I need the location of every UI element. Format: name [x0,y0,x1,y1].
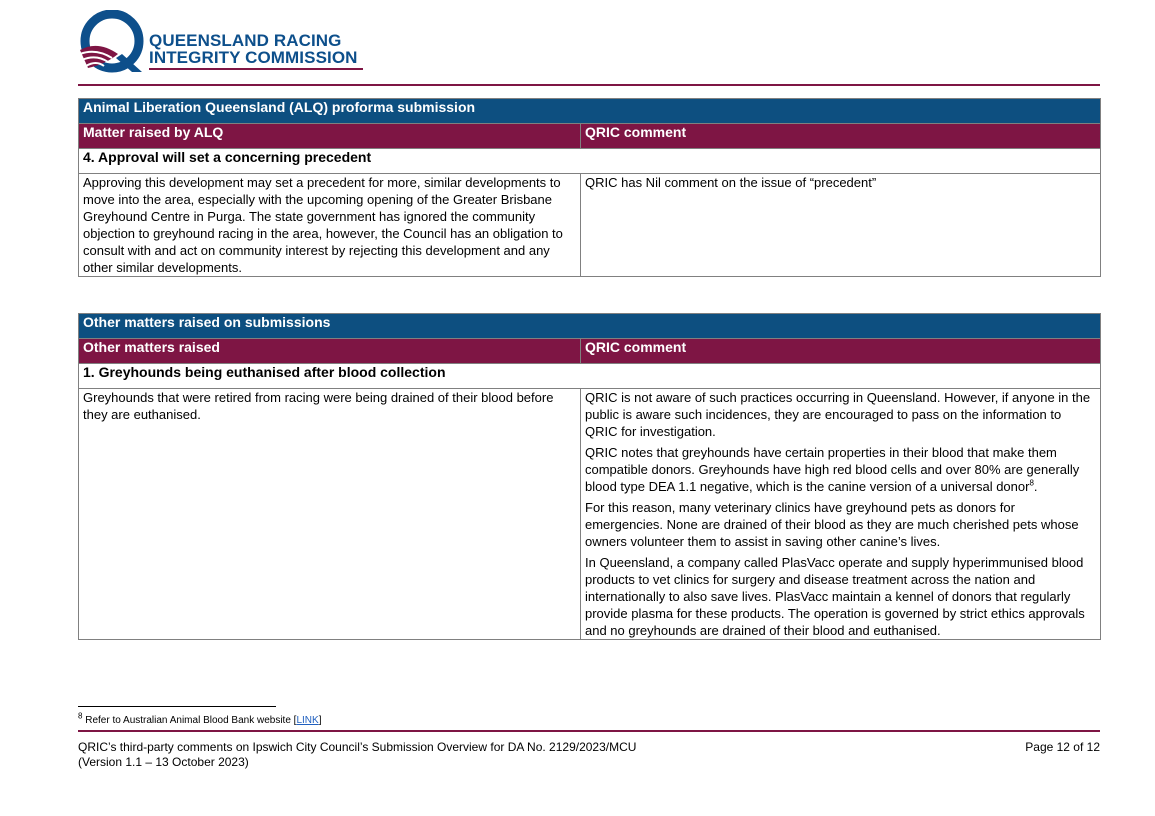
logo-text-line2: INTEGRITY COMMISSION [149,48,358,67]
table-header-row [79,339,1101,364]
comment-cell: QRIC has Nil comment on the issue of “precedent” [581,174,1101,277]
section-heading: 4. Approval will set a concerning precedent [79,149,1101,174]
footnote-text: Refer to Australian Animal Blood Bank website [ [82,715,297,726]
page-number: Page 12 of 12 [1025,740,1100,754]
section-heading: 1. Greyhounds being euthanised after blood collection [79,364,1101,389]
footnote-link[interactable]: LINK [296,715,319,726]
comment-paragraph: QRIC is not aware of such practices occurring in Queensland. However, if anyone in the public is aware such incidences, they are encouraged to pass on the information to QRIC for investigation. [585,390,1091,439]
footnote-separator [78,706,276,707]
qric-emblem-icon [78,10,148,74]
paragraph-end: . [1033,479,1038,494]
footnote-reference[interactable]: 8 [1029,478,1034,488]
matter-cell: Greyhounds that were retired from racing were being drained of their blood before they are euthanised. [79,389,581,640]
table-title: Animal Liberation Queensland (ALQ) proforma submission [79,99,1101,124]
table-row [79,174,1101,277]
comment-paragraph-text: QRIC notes that greyhounds have certain properties in their blood that make them compatible donors. Greyhounds have high red blood cells and over 80% are generally blood type DEA 1.1 negative, which is the canine version of a universal donor [585,445,1080,494]
alq-submission-table [78,98,1101,277]
table-row [79,389,1101,640]
comment-paragraph [585,444,1096,495]
logo-underline [149,68,363,70]
table-title: Other matters raised on submissions [79,314,1101,339]
logo-text-line1: QUEENSLAND RACING [149,31,342,50]
footnote [78,711,322,726]
footer-rule [78,730,1100,732]
comment-paragraph: For this reason, many veterinary clinics have greyhound pets as donors for emergencies. None are drained of their blood as they are much cherished pets whose owners volunteer them to assist in saving other canine’s lives. [585,500,1079,549]
comment-paragraph: In Queensland, a company called PlasVacc operate and supply hyperimmunised blood products to vet clinics for surgery and disease treatment across the nation and internationally to also save lives. PlasVacc maintain a kennel of donors that regularly provide plasma for these products. The operation is governed by strict ethics approvals and no greyhounds are drained of their blood and euthanised. [585,555,1085,638]
column-header-comment: QRIC comment [581,124,1101,149]
comment-cell [581,389,1101,640]
column-header-matter: Matter raised by ALQ [79,124,581,149]
other-matters-table [78,313,1101,640]
header-rule [78,84,1100,86]
table-title-row [79,99,1101,124]
table-header-row [79,124,1101,149]
section-heading-row [79,149,1101,174]
column-header-matter: Other matters raised [79,339,581,364]
section-heading-row [79,364,1101,389]
qric-logo [78,10,378,74]
footnote-number: 8 [78,711,83,721]
footer-version: (Version 1.1 – 13 October 2023) [78,755,249,769]
footnote-close: ] [318,715,322,726]
column-header-comment: QRIC comment [581,339,1101,364]
footer-title: QRIC’s third-party comments on Ipswich City Council’s Submission Overview for DA No. 2129/2023/MCU [78,740,637,754]
table-title-row [79,314,1101,339]
matter-cell: Approving this development may set a precedent for more, similar developments to move into the area, especially with the upcoming opening of the Greater Brisbane Greyhound Centre in Purga. The state government has ignored the community objection to greyhound racing in the area, however, the Council has an obligation to consult with and act on community interest by rejecting this development and any other similar developments. [79,174,581,277]
footer-document-info [78,740,636,770]
